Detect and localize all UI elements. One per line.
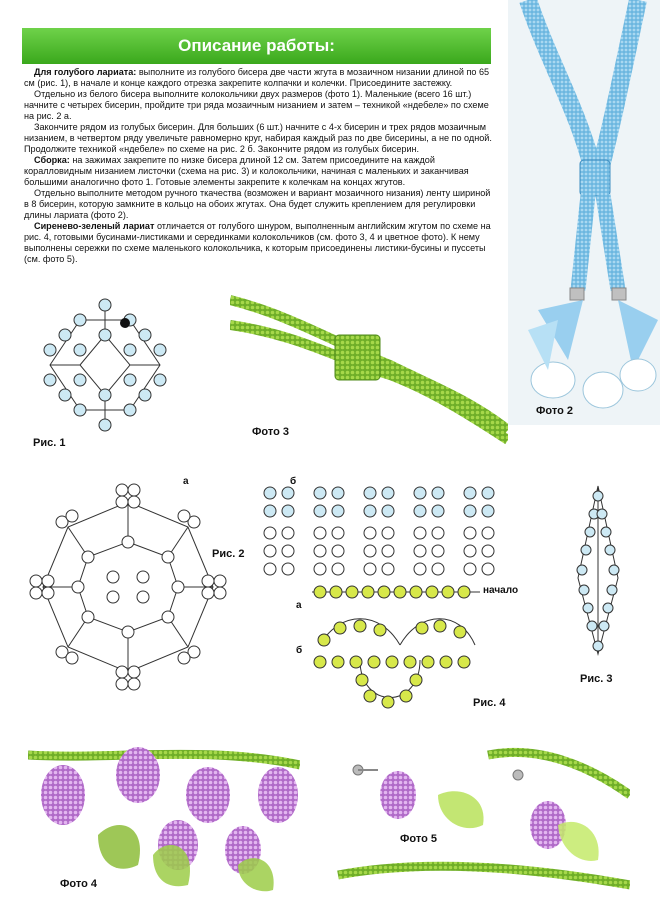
figure-3-leaf-diagram — [574, 478, 624, 668]
paragraph: Для голубого лариата: выполните из голубого бисера две части жгута в мозаичном низании длиной по 65 см (рис. 1), в начале и конце каждого отрезка закрепите колпачки и колечки. Присоедините застежку. — [24, 67, 490, 88]
bead — [364, 545, 376, 557]
bead — [364, 487, 376, 499]
bead — [332, 487, 344, 499]
figure-4-label: Рис. 4 — [473, 697, 506, 709]
bead — [432, 527, 444, 539]
bead — [458, 586, 470, 598]
photo-3-green-rope — [230, 290, 508, 450]
bead — [332, 505, 344, 517]
photo4-label: Фото 4 — [60, 878, 97, 890]
bead — [414, 545, 426, 557]
photo3-label: Фото 3 — [252, 426, 289, 438]
bead — [264, 563, 276, 575]
bead — [482, 505, 494, 517]
bead — [382, 527, 394, 539]
bead — [362, 586, 374, 598]
lilac-lariat-illustration — [28, 735, 300, 900]
bead — [482, 545, 494, 557]
bead — [282, 527, 294, 539]
bead — [264, 505, 276, 517]
bead — [282, 545, 294, 557]
bead — [346, 586, 358, 598]
bead — [282, 487, 294, 499]
figure-1-label: Рис. 1 — [33, 437, 66, 449]
bead — [314, 586, 326, 598]
paragraph: Отдельно из белого бисера выполните колокольчики двух размеров (фото 1). Маленькие (всего 16 шт.) начните с четырех бисерин, пройдите три ряда мозаичным низанием и затем – техникой «ндебеле» по схеме на рис. 2 а. — [24, 89, 489, 121]
bead — [414, 563, 426, 575]
bead — [364, 505, 376, 517]
bead — [364, 563, 376, 575]
bead — [332, 545, 344, 557]
bead — [414, 487, 426, 499]
bead — [426, 586, 438, 598]
bead — [332, 527, 344, 539]
section-title: Описание работы: — [178, 36, 335, 55]
bead — [464, 545, 476, 557]
bead — [382, 545, 394, 557]
bead — [442, 586, 454, 598]
bead — [314, 505, 326, 517]
paragraph: Сборка: на зажимах закрепите по низке бисера длиной 12 см. Затем присоедините на каждой коралловидным низанием листочки (схема на рис. 3) и колокольчики, начиная с маленьких и заканчивая большими аналогично фото 1. Готовые элементы закрепите к колечкам на концах жгутов. — [24, 155, 469, 187]
bead — [382, 487, 394, 499]
bead — [332, 563, 344, 575]
paragraph: Закончите рядом из голубых бисерин. Для больших (6 шт.) начните с 4-х бисерин и трех рядов мозаичным низанием, в четвертом ряду увеличьте равномерно круг, набирая каждый раз по две бисерины, а не по одной. Продолжите техникой «ндебеле» по схеме на рис. 2 б. Закончите рядом из голубых бисерин. — [24, 122, 492, 154]
figure-1-diagram — [30, 295, 180, 435]
figure-4-grid-diagram — [262, 485, 562, 565]
bead — [432, 563, 444, 575]
figure-4a-row — [312, 582, 482, 602]
figure-4-b-label: б — [296, 645, 303, 656]
bead — [464, 487, 476, 499]
paragraph: Отдельно выполните методом ручного ткачества (возможен и вариант мозаичного низания) ленту шириной в 8 бисерин, которую замкните в кольцо на обоих жгутах. Она будет служить креплением для регулировки длины лариата (фото 2). — [24, 188, 491, 220]
bead — [314, 527, 326, 539]
bead — [432, 505, 444, 517]
bead — [464, 563, 476, 575]
bead — [314, 563, 326, 575]
bead — [410, 586, 422, 598]
figure-2-a-label: а — [183, 476, 189, 487]
photo5-label: Фото 5 — [400, 833, 437, 845]
bead — [378, 586, 390, 598]
paragraph: Сиренево-зеленый лариат отличается от голубого шнуром, выполненным английским жгутом по схеме на рис. 4, готовыми бусинами-листиками и серединками колокольчиков (см. фото 3, 4 и цветное фото). К нему выполнены сережки по схеме маленького колокольчика, к которым присоединены листики-бусины и пуссеты (см. фото 5). — [24, 221, 491, 264]
start-label: начало — [483, 585, 519, 596]
bead — [432, 487, 444, 499]
instructions-text — [24, 67, 494, 265]
bead — [432, 545, 444, 557]
bead — [482, 487, 494, 499]
figure-2-label: Рис. 2 — [212, 548, 245, 560]
figure-3-label: Рис. 3 — [580, 673, 613, 685]
bead — [382, 505, 394, 517]
bead — [264, 527, 276, 539]
bead — [482, 563, 494, 575]
photo-4-lilac-lariat — [28, 735, 300, 900]
earrings-illustration — [318, 735, 630, 900]
bead — [264, 545, 276, 557]
bead — [382, 563, 394, 575]
bead — [482, 527, 494, 539]
section-header — [22, 28, 491, 64]
figure-2-diagram — [28, 482, 228, 702]
bead — [264, 487, 276, 499]
bead — [464, 527, 476, 539]
photo-5-earrings — [318, 735, 630, 900]
blue-lariat-illustration — [508, 0, 660, 425]
figure-4b-loops — [310, 620, 480, 710]
bead — [330, 586, 342, 598]
bead — [314, 487, 326, 499]
photo-blue-lariat — [508, 0, 660, 425]
bead — [414, 505, 426, 517]
photo2-label: Фото 2 — [536, 405, 573, 417]
bead — [282, 505, 294, 517]
bead — [314, 545, 326, 557]
bead — [464, 505, 476, 517]
bead — [364, 527, 376, 539]
figure-4-b-top-label: б — [290, 476, 297, 487]
bead — [394, 586, 406, 598]
bead — [414, 527, 426, 539]
bead — [282, 563, 294, 575]
figure-4-a-label: а — [296, 600, 302, 611]
